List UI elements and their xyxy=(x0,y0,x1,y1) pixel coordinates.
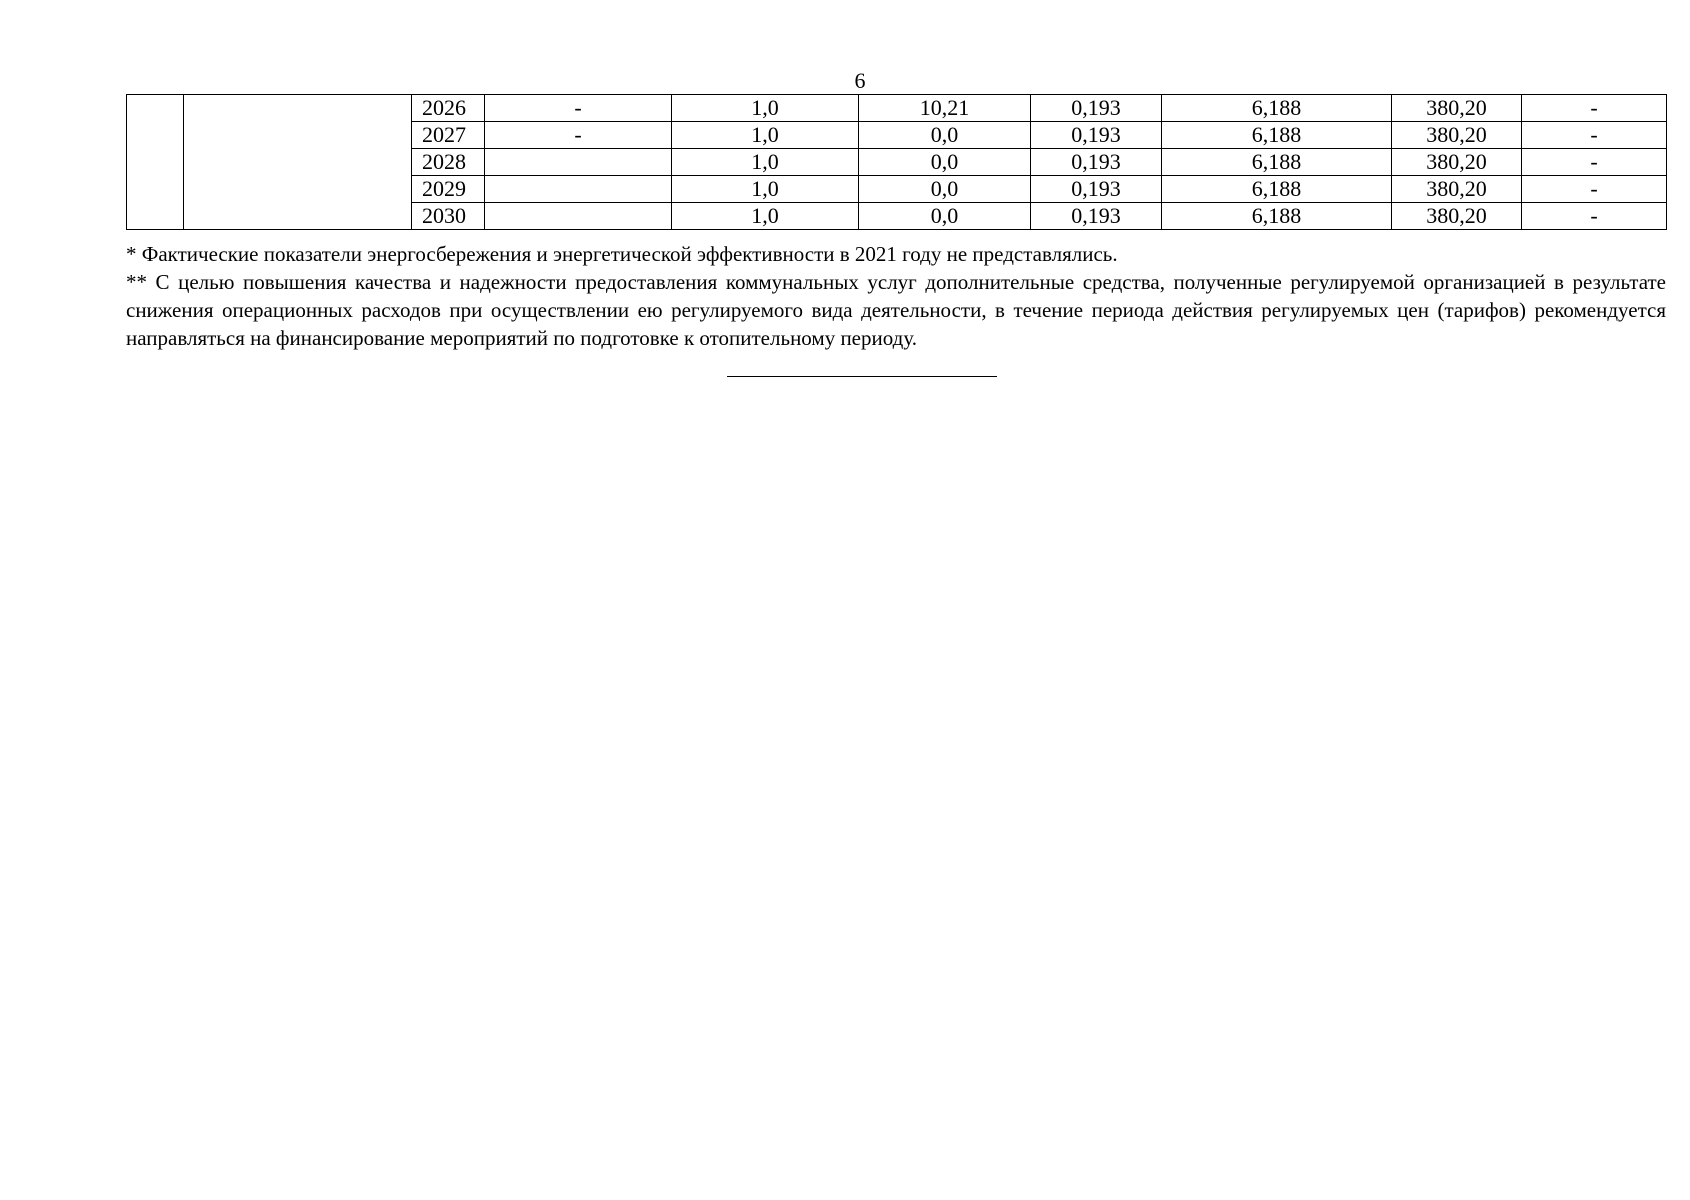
table-cell: 6,188 xyxy=(1162,176,1392,203)
table-cell: - xyxy=(1522,95,1667,122)
table-cell: 380,20 xyxy=(1392,122,1522,149)
footnotes xyxy=(126,240,1666,352)
table-cell: - xyxy=(1522,149,1667,176)
table-cell: 0,193 xyxy=(1031,122,1162,149)
table-cell: 0,0 xyxy=(859,149,1031,176)
organization-cell xyxy=(184,95,412,230)
table-cell: 0,0 xyxy=(859,176,1031,203)
indicators-table xyxy=(126,94,1667,230)
table-row xyxy=(127,95,1667,122)
table-cell: 0,0 xyxy=(859,122,1031,149)
table-cell: - xyxy=(1522,203,1667,230)
table-cell: 6,188 xyxy=(1162,203,1392,230)
table-cell: 0,193 xyxy=(1031,95,1162,122)
table-cell: 1,0 xyxy=(672,149,859,176)
footnote-2: ** С целью повышения качества и надежности предоставления коммунальных услуг дополнительные средства, полученные регулируемой организацией в результате снижения операционных расходов при осуществлении ею регулируемого вида деятельности, в течение периода действия регулируемых цен (тарифов) рекомендуется направляться на финансирование мероприятий по подготовке к отопительному периоду. xyxy=(126,270,1666,350)
table-cell: - xyxy=(485,95,672,122)
year-cell: 2029 xyxy=(412,176,485,203)
year-cell: 2028 xyxy=(412,149,485,176)
year-cell: 2027 xyxy=(412,122,485,149)
page-number: 6 xyxy=(854,68,866,93)
table-cell: 6,188 xyxy=(1162,95,1392,122)
table-cell: 0,193 xyxy=(1031,176,1162,203)
table-cell: 1,0 xyxy=(672,95,859,122)
table-cell: 1,0 xyxy=(672,176,859,203)
table-cell xyxy=(485,203,672,230)
table-cell: 380,20 xyxy=(1392,95,1522,122)
table-cell: 6,188 xyxy=(1162,149,1392,176)
table-cell: 380,20 xyxy=(1392,203,1522,230)
table-cell: 0,193 xyxy=(1031,149,1162,176)
table-cell: 1,0 xyxy=(672,203,859,230)
end-divider xyxy=(727,376,997,377)
table-cell xyxy=(485,149,672,176)
table-cell: 0,0 xyxy=(859,203,1031,230)
table-cell: 0,193 xyxy=(1031,203,1162,230)
table-cell: 380,20 xyxy=(1392,176,1522,203)
table-cell: - xyxy=(1522,122,1667,149)
table-cell: 10,21 xyxy=(859,95,1031,122)
table-cell: 380,20 xyxy=(1392,149,1522,176)
footnote-1: * Фактические показатели энергосбережения и энергетической эффективности в 2021 году не представлялись. xyxy=(126,242,1118,266)
table-cell xyxy=(485,176,672,203)
row-number-cell xyxy=(127,95,184,230)
table-cell: - xyxy=(1522,176,1667,203)
table-cell: - xyxy=(485,122,672,149)
year-cell: 2030 xyxy=(412,203,485,230)
table-cell: 6,188 xyxy=(1162,122,1392,149)
year-cell: 2026 xyxy=(412,95,485,122)
table-cell: 1,0 xyxy=(672,122,859,149)
